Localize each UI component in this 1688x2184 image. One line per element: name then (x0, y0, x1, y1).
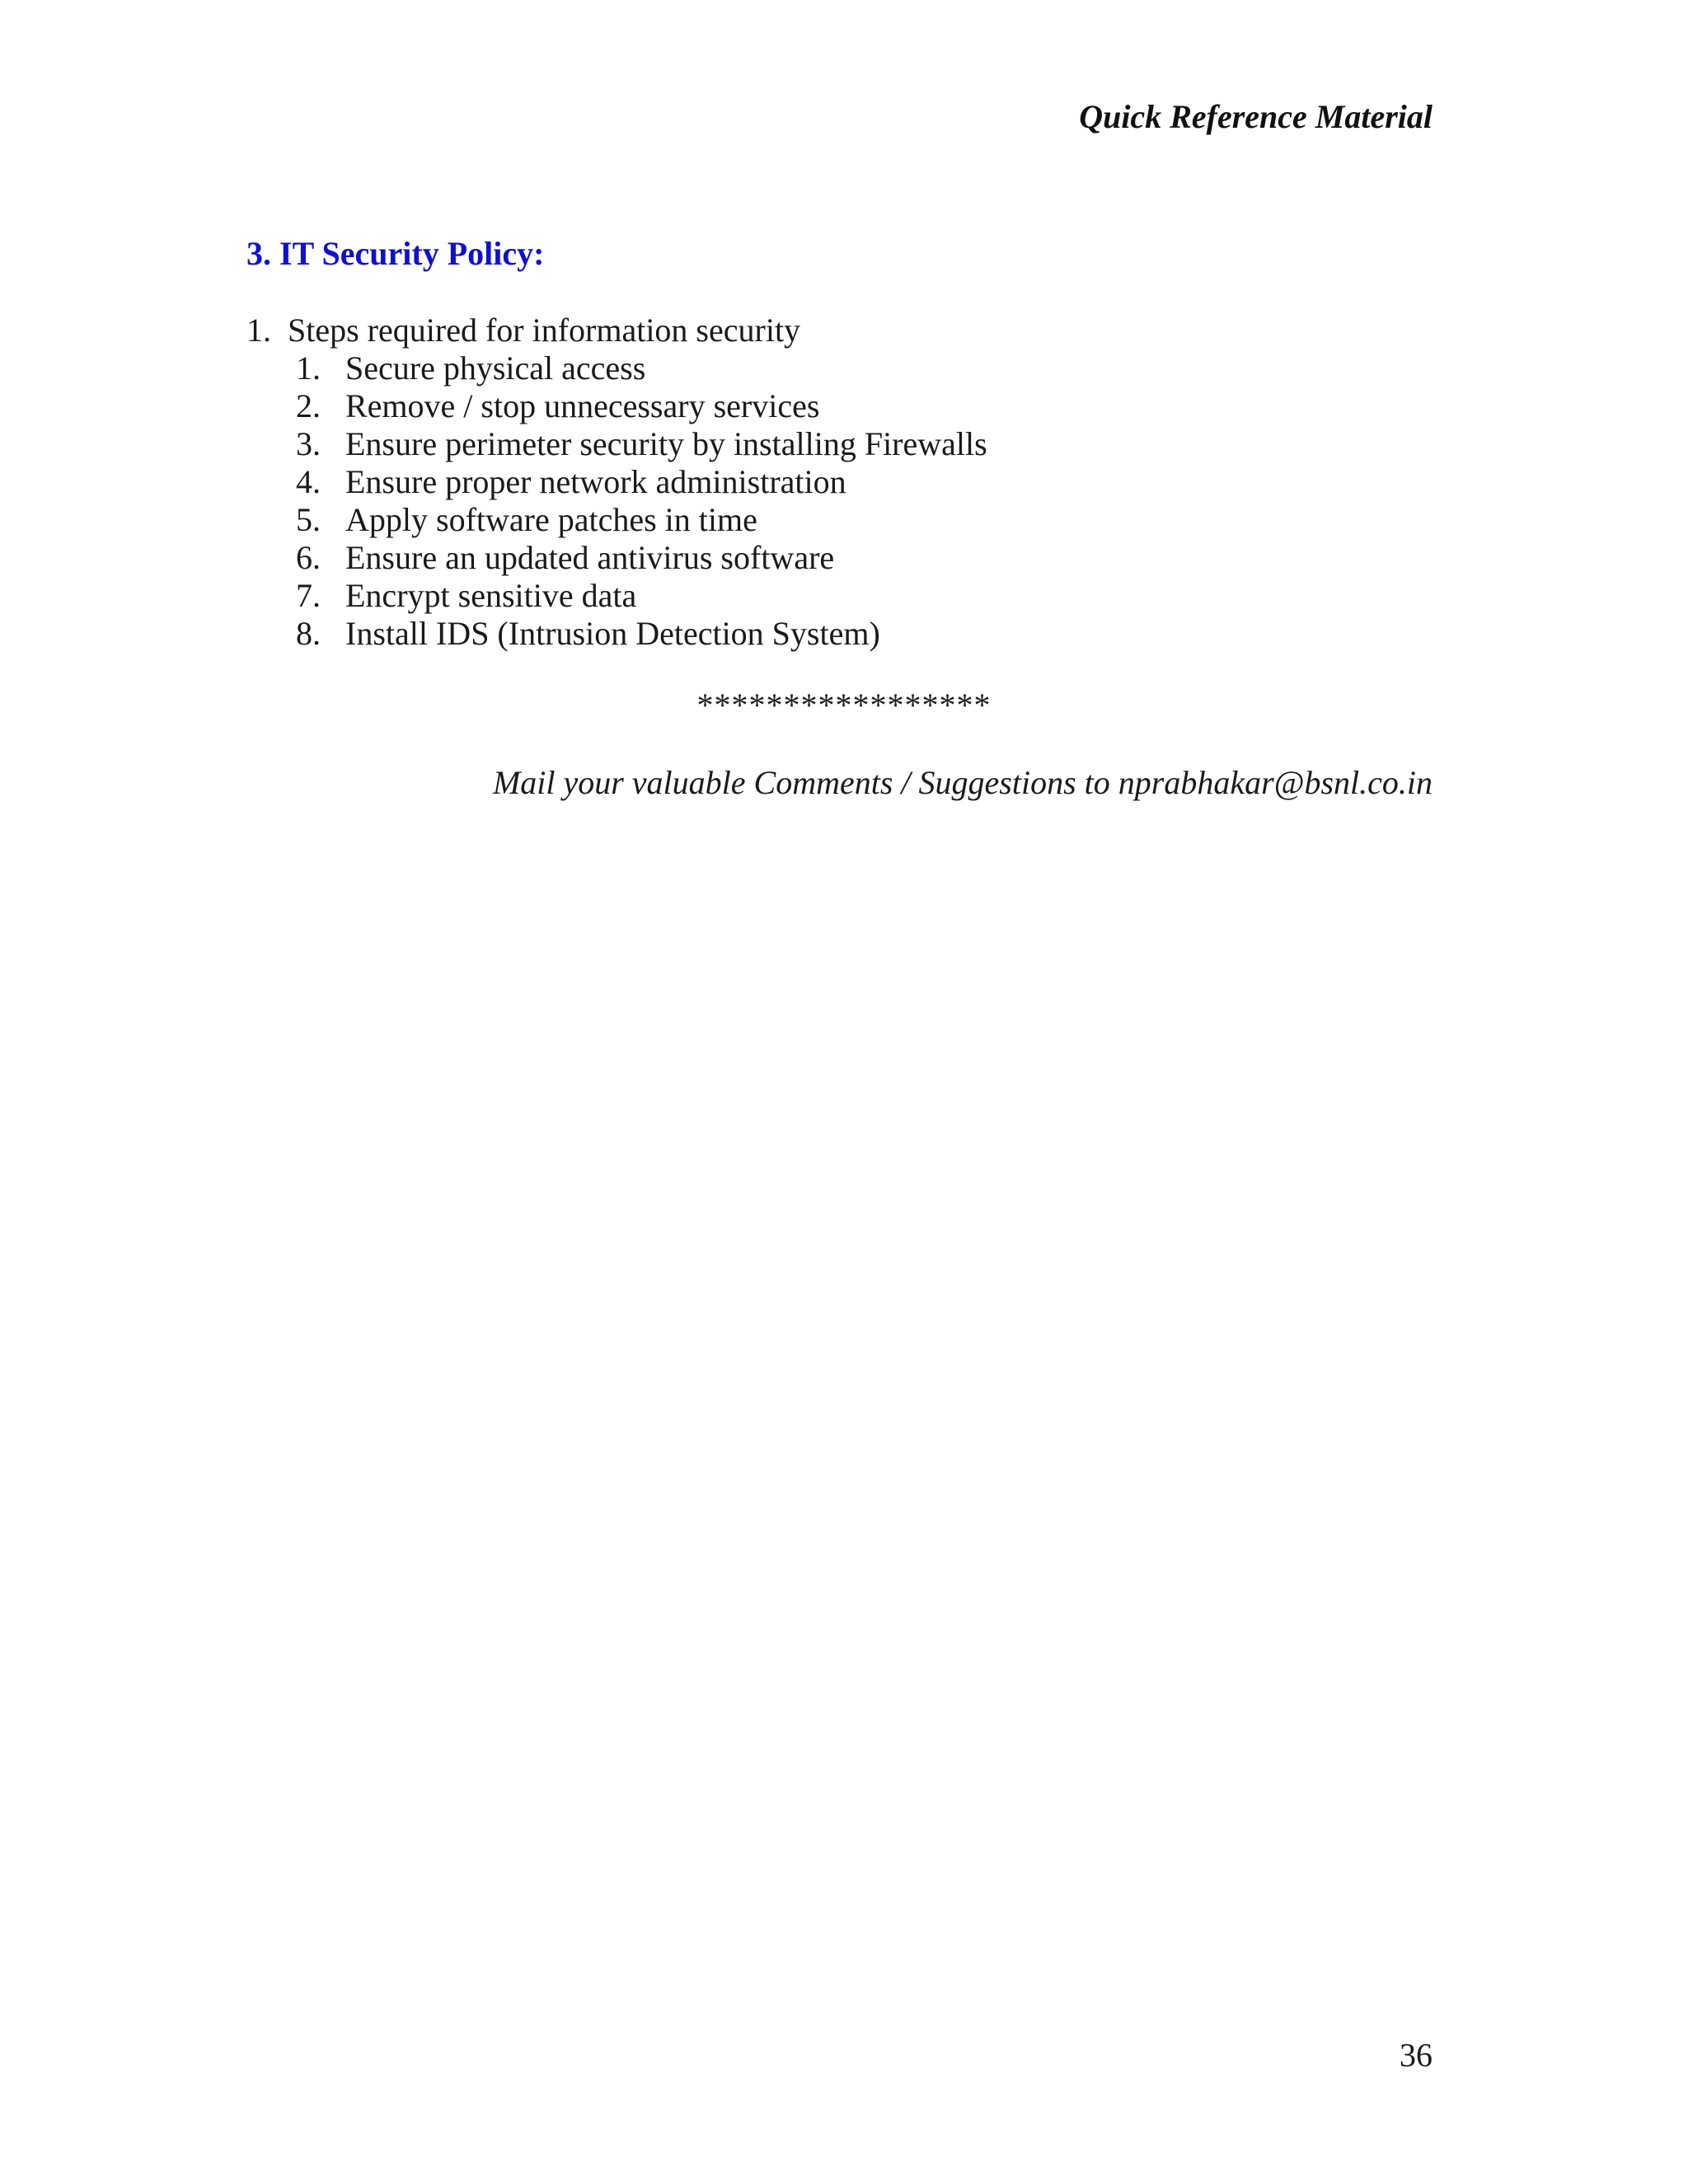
sub-list-item-number: 3. (296, 425, 321, 462)
running-header: Quick Reference Material (1079, 98, 1432, 135)
sub-list-item-number: 2. (296, 387, 321, 424)
sub-list-item-text: Install IDS (Intrusion Detection System) (345, 615, 880, 652)
feedback-note: Mail your valuable Comments / Suggestions to nprabhakar@bsnl.co.in (492, 764, 1432, 801)
section-title: 3. IT Security Policy: (246, 235, 545, 272)
main-list-item-number: 1. (246, 312, 271, 349)
sub-list-item (246, 349, 987, 387)
sub-list-item-text: Remove / stop unnecessary services (345, 387, 820, 424)
sub-list-item-text: Apply software patches in time (345, 501, 757, 538)
sub-list-item-text: Secure physical access (345, 349, 646, 387)
sub-list-item-text: Ensure perimeter security by installing Firewalls (345, 425, 987, 462)
page-number: 36 (1400, 2036, 1432, 2074)
sub-list-item-text: Ensure proper network administration (345, 463, 846, 500)
sub-list-item-text: Ensure an updated antivirus software (345, 539, 835, 576)
sub-list (246, 349, 987, 653)
sub-list-item (246, 577, 987, 615)
main-list-item-text: Steps required for information security (288, 312, 801, 349)
main-list (246, 312, 987, 653)
sub-list-item (246, 539, 987, 577)
sub-list-item-number: 5. (296, 501, 321, 538)
main-list-item (246, 312, 987, 653)
sub-list-item (246, 463, 987, 501)
sub-list-item (246, 615, 987, 653)
sub-list-item-text: Encrypt sensitive data (345, 577, 637, 614)
sub-list-item-number: 8. (296, 615, 321, 652)
sub-list-item-number: 7. (296, 577, 321, 614)
sub-list-item-number: 1. (296, 349, 321, 387)
sub-list-item (246, 425, 987, 463)
asterisk-separator: ***************** (696, 687, 992, 724)
sub-list-item (246, 387, 987, 425)
sub-list-item-number: 4. (296, 463, 321, 500)
sub-list-item (246, 501, 987, 539)
sub-list-item-number: 6. (296, 539, 321, 576)
